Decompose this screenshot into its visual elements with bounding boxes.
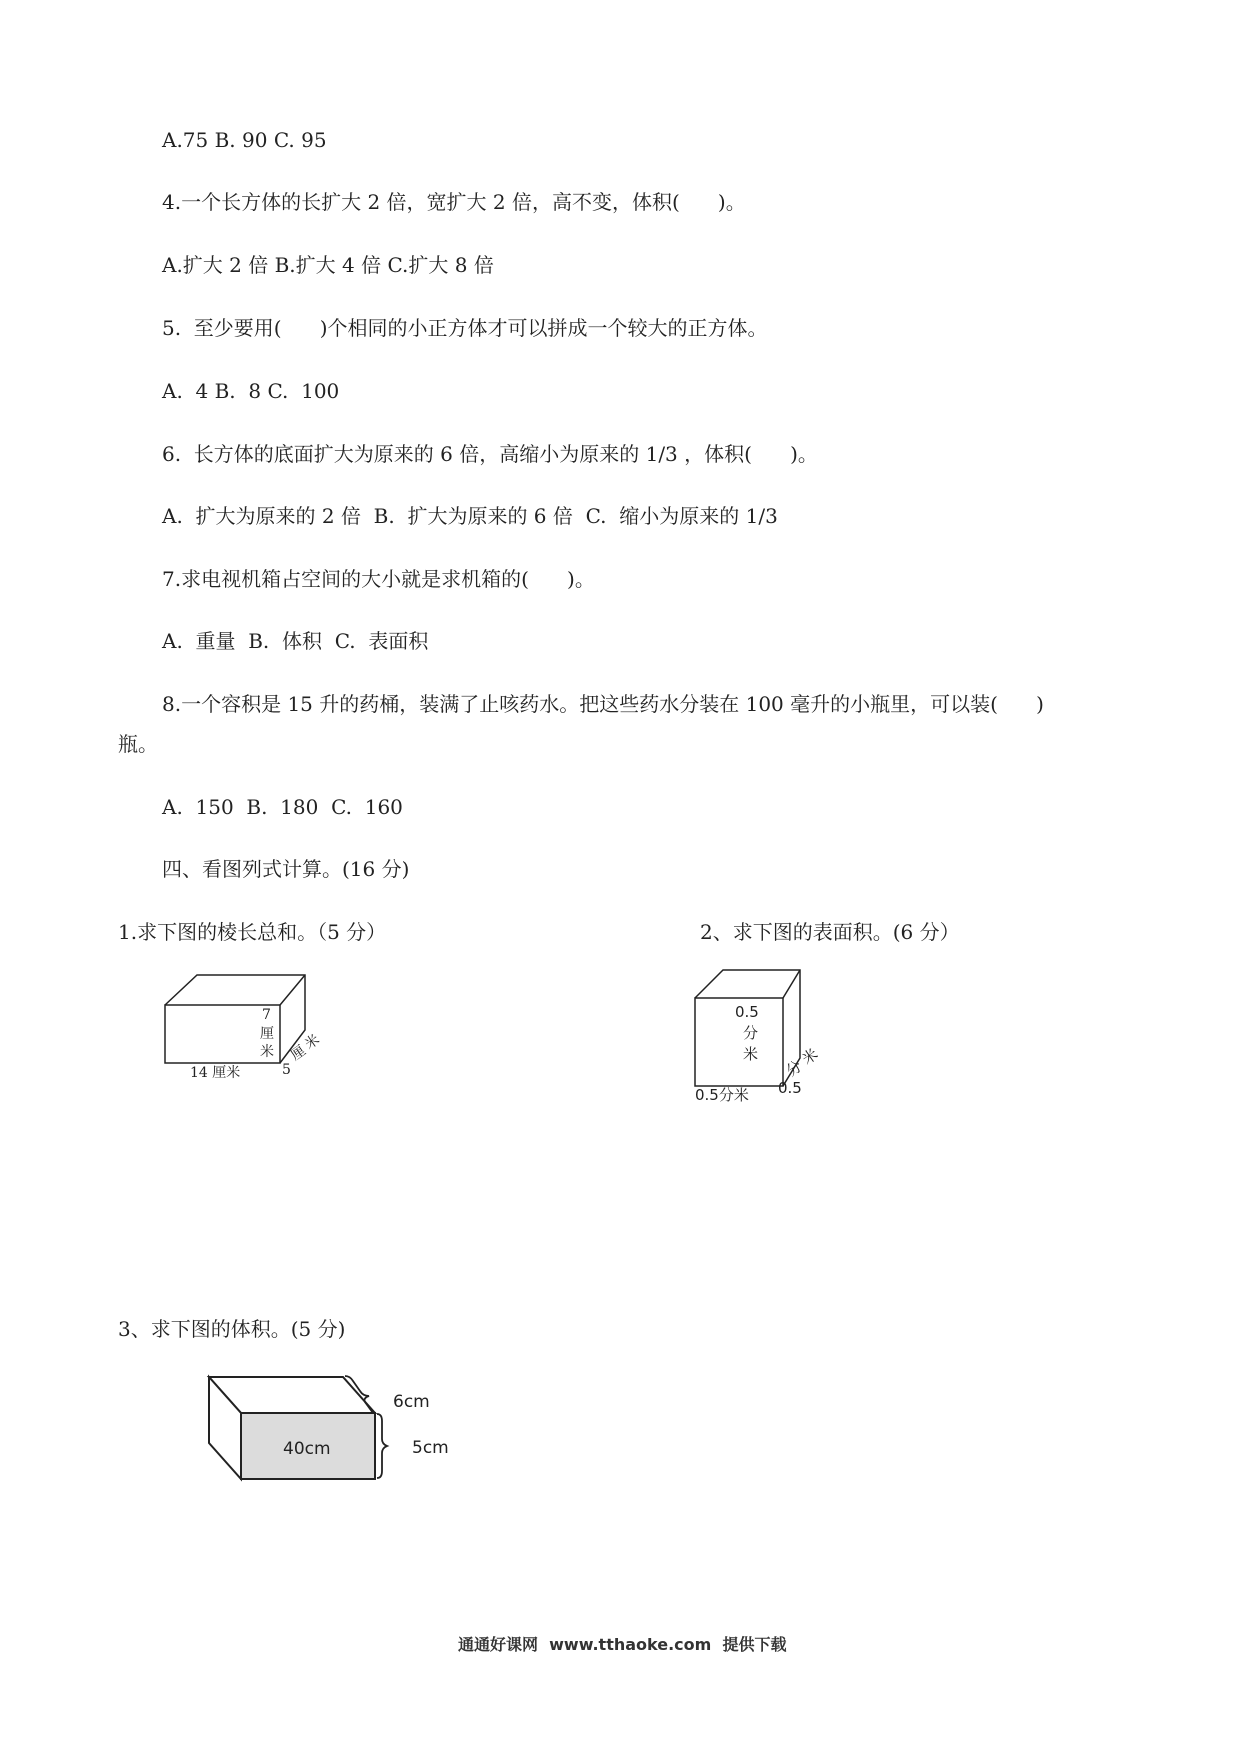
- figure-1-cuboid: [150, 960, 370, 1090]
- question-6: 6. 长方体的底面扩大为原来的 6 倍，高缩小为原来的 1/3 ，体积( )。: [162, 442, 818, 466]
- problem-2-title: 2、求下图的表面积。(6 分）: [700, 920, 960, 944]
- q8-options: A. 150 B. 180 C. 160: [162, 795, 403, 819]
- problem-1-title: 1.求下图的棱长总和。（5 分）: [118, 920, 387, 944]
- question-7: 7.求电视机箱占空间的大小就是求机箱的( )。: [162, 567, 595, 591]
- footer-watermark: 通通好课网 www.tthaoke.com 提供下载: [458, 1635, 787, 1654]
- fig1-length-label: 14 厘米: [190, 1065, 241, 1081]
- question-5: 5. 至少要用( )个相同的小正方体才可以拼成一个较大的正方体。: [162, 316, 768, 340]
- problem-3-title: 3、求下图的体积。(5 分): [118, 1317, 346, 1341]
- fig1-height-unit-2: 米: [260, 1044, 274, 1060]
- section-4-heading: 四、看图列式计算。(16 分): [162, 857, 410, 881]
- fig3-depth-label: 6cm: [393, 1392, 430, 1412]
- fig2-width-unit-2: 米: [798, 1044, 822, 1069]
- fig1-height-value: 7: [262, 1007, 271, 1023]
- fig2-height-unit-1: 分: [743, 1024, 759, 1042]
- question-8-continued: 瓶。: [118, 732, 158, 756]
- question-4: 4.一个长方体的长扩大 2 倍，宽扩大 2 倍，高不变，体积( )。: [162, 190, 746, 214]
- fig1-width-unit-1: 厘: [288, 1042, 309, 1064]
- fig2-width-value: 0.5: [778, 1079, 802, 1097]
- figure-2-cube: [680, 960, 880, 1110]
- fig1-width-unit-2: 米: [302, 1031, 323, 1053]
- fig3-length-label: 40cm: [283, 1439, 331, 1459]
- q5-options: A. 4 B. 8 C. 100: [162, 379, 340, 403]
- fig1-width-value: 5: [282, 1062, 291, 1078]
- fig2-width-unit-1: 分: [782, 1056, 806, 1081]
- q7-options: A. 重量 B. 体积 C. 表面积: [162, 629, 429, 653]
- q6-options: A. 扩大为原来的 2 倍 B. 扩大为原来的 6 倍 C. 缩小为原来的 1/3: [162, 504, 778, 528]
- fig2-length-label: 0.5分米: [695, 1086, 749, 1104]
- q3-options: A.75 B. 90 C. 95: [162, 128, 327, 152]
- fig3-height-label: 5cm: [412, 1438, 449, 1458]
- fig2-height-value: 0.5: [735, 1003, 759, 1021]
- q4-options: A.扩大 2 倍 B.扩大 4 倍 C.扩大 8 倍: [162, 253, 494, 277]
- fig2-height-unit-2: 米: [743, 1045, 759, 1063]
- fig1-height-unit-1: 厘: [260, 1026, 274, 1042]
- question-8: 8.一个容积是 15 升的药桶，装满了止咳药水。把这些药水分装在 100 毫升的小瓶里，可以装( ): [162, 692, 1044, 716]
- figure-3-box: [195, 1365, 475, 1505]
